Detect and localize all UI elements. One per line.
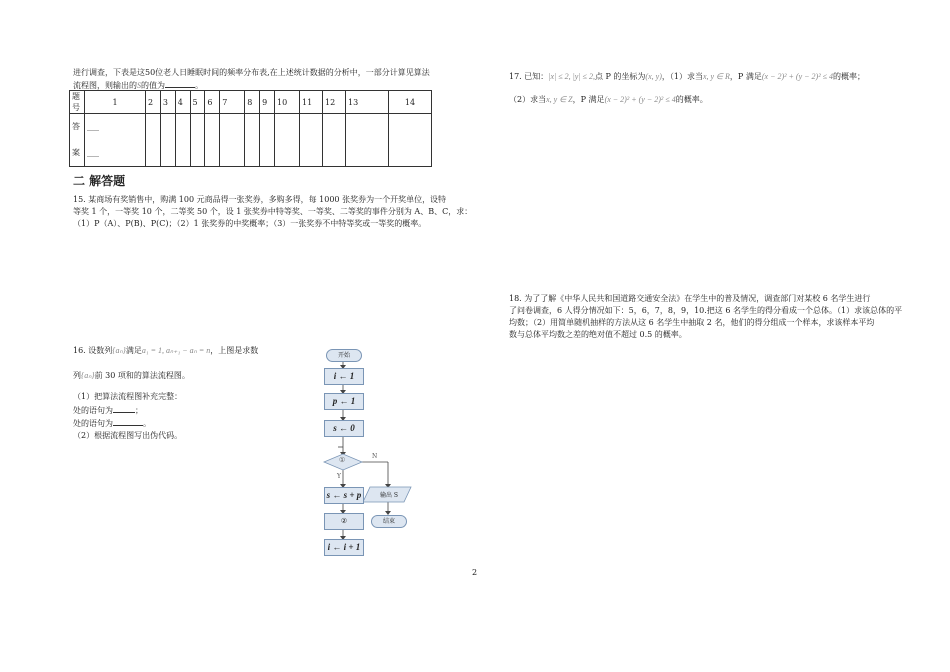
- section-title: 二 解答题: [73, 174, 126, 188]
- intro-line-2-suffix: 的值为: [141, 81, 165, 90]
- q17-p2-suffix: 的概率。: [675, 95, 708, 104]
- q17-p1-suffix: 的概率；: [833, 72, 865, 81]
- q17-mid: 点 P 的坐标为: [594, 72, 646, 81]
- intro-end: 。: [195, 81, 203, 90]
- q17-cond: |x| ≤ 2, |y| ≤ 2,: [548, 72, 595, 81]
- q17-p1-prefix: ，（1）求当: [661, 72, 703, 81]
- intro-line-1-text: 进行调查，下表是这50位老人日睡眠时间的频率分布表,在上述统计数据的分析中，一部分计算见算法: [73, 68, 430, 77]
- q16-part-2: （2）根据流程图写出伪代码。: [73, 431, 183, 440]
- table-head-answer: 答案: [70, 114, 85, 167]
- flow-yes-label: Y: [337, 473, 341, 480]
- flow-end: 结束: [371, 515, 407, 528]
- q16-cond: a₁ = 1, aₙ₊₁ − aₙ = n: [141, 346, 211, 355]
- flow-no-label: N: [372, 453, 378, 460]
- table-number-cell: 5: [190, 91, 205, 114]
- q16-blank1-suffix: ；: [135, 406, 143, 415]
- q17-coord: (x, y): [645, 72, 662, 81]
- q18-line-1: 18. 为了了解《中华人民共和国道路交通安全法》在学生中的普及情况，调查部门对某校 6 名学生进行: [509, 294, 871, 303]
- table-number-cell: 2: [146, 91, 161, 114]
- table-number-cell: 7: [220, 91, 245, 114]
- q16-prefix: 16. 设数列: [73, 346, 113, 355]
- q17-p1-ineq: (x − 2)² + (y − 2)² ≤ 4: [761, 72, 833, 81]
- q17-prefix: 17. 已知：: [509, 72, 549, 81]
- flow-step-i-init: i ← 1: [324, 368, 364, 385]
- flow-step-placeholder-2: ②: [324, 513, 364, 530]
- table-number-cell: 13: [346, 91, 389, 114]
- q16-blank2-suffix: 。: [143, 419, 151, 428]
- intro-line-2-prefix: 流程图，则输出的: [73, 81, 137, 90]
- q17-p2-mid: ，P 满足: [572, 95, 605, 104]
- q16-seq: {aₙ}: [112, 346, 126, 355]
- flow-step-s-update: s ← s + p: [324, 487, 364, 504]
- q16-line2-suffix: 前 30 项和的算法流程图。: [94, 371, 190, 380]
- q18-line-4: 数与总体平均数之差的绝对值不超过 0.5 的概率。: [509, 330, 687, 339]
- q15-line-3: （1）P（A）、P(B)、P(C)；（2）1 张奖券的中奖概率；（3）一张奖券不中特等奖或一等奖的概率。: [73, 219, 427, 228]
- flow-decision-label: ①: [339, 456, 346, 464]
- table-number-cell: 14: [389, 91, 432, 114]
- q18-line-2: 了问卷调查，6 人得分情况如下：5，6，7，8，9，10.把这 6 名学生的得分看成一个总体。（1）求该总体的平: [509, 306, 903, 315]
- q17-p2-prefix: （2）求当: [509, 95, 547, 104]
- q17-line-2: [509, 94, 708, 106]
- flow-step-i-update: i ← i + 1: [324, 539, 364, 556]
- q17-p2-ineq: (x − 2)² + (y − 2)² ≤ 4: [604, 95, 676, 104]
- q17-p2-cond: x, y ∈ Z: [546, 95, 573, 104]
- q16-blank2-prefix: 处的语句为: [73, 419, 113, 428]
- q15-line-1: 15. 某商场有奖销售中，购满 100 元商品得一张奖券，多购多得，每 1000 张奖券为一个开奖单位，设特: [73, 195, 447, 204]
- table-number-cell: 12: [323, 91, 346, 114]
- q16-mid: 满足: [125, 346, 142, 355]
- table-number-cell: 6: [205, 91, 220, 114]
- q15-line-2: 等奖 1 个，一等奖 10 个，二等奖 50 个，设 1 张奖券中特等奖、一等奖、二等奖的事件分别为 A、B、C，求：: [73, 207, 473, 216]
- flow-start: 开始: [326, 349, 362, 362]
- table-number-cell: 1: [85, 91, 146, 114]
- q16-suffix: ，上图是求数: [210, 346, 259, 355]
- q17-line-1: [509, 71, 865, 83]
- page-number: 2: [472, 568, 478, 577]
- table-number-cell: 9: [260, 91, 275, 114]
- table-number-cell: 3: [160, 91, 175, 114]
- table-number-cell: 4: [175, 91, 190, 114]
- table-head-number: 题号: [70, 91, 85, 114]
- table-number-cell: 10: [275, 91, 300, 114]
- table-number-cell: 11: [300, 91, 323, 114]
- flow-step-s-init: s ← 0: [324, 420, 364, 437]
- q18-line-3: 均数；（2）用简单随机抽样的方法从这 6 名学生中抽取 2 名，他们的得分组成一个样本，求该样本平均: [509, 318, 875, 327]
- answer-blank-1: ___: [87, 122, 99, 131]
- flow-output-label: 输出 S: [379, 492, 399, 499]
- answer-blank-2: ___: [87, 148, 99, 157]
- intro-var: S: [137, 81, 141, 90]
- q16-line2-seq: {aₙ}: [81, 371, 95, 380]
- q16-blank1-prefix: 处的语句为: [73, 406, 113, 415]
- q17-p1-mid: ，P 满足: [729, 72, 762, 81]
- table-number-cell: 8: [245, 91, 260, 114]
- q16-line2-prefix: 列: [73, 371, 81, 380]
- flow-step-p-init: p ← 1: [324, 393, 364, 410]
- q16-part-1: （1）把算法流程图补充完整：: [73, 392, 183, 401]
- q17-p1-cond: x, y ∈ R: [702, 72, 730, 81]
